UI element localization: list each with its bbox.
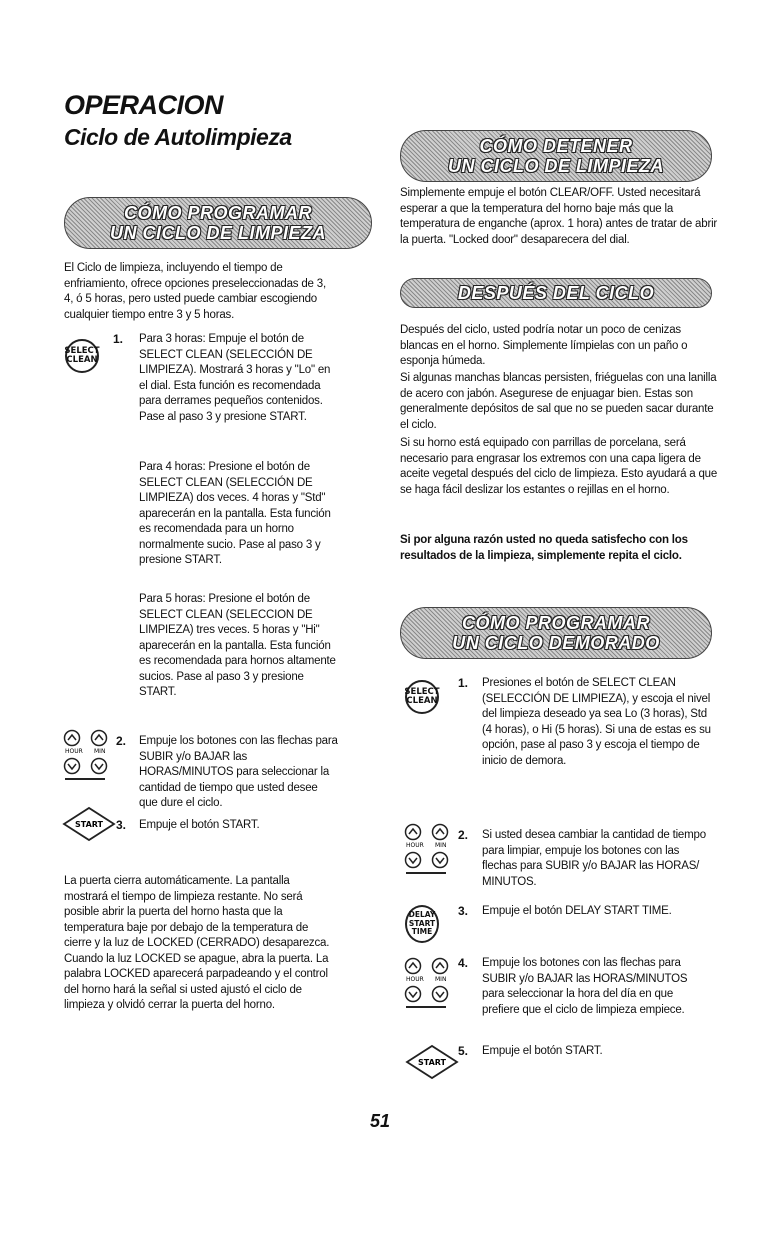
- select-clean-icon: SELECT CLEAN: [65, 339, 99, 373]
- start-icon: [62, 806, 116, 842]
- svg-text:MIN: MIN: [435, 976, 447, 983]
- delay-step4: Empuje los botones con las flechas para SUBIR y/o BAJAR las HORAS/MINUTOS para seleccionar la hora del día en que prefiere que el ciclo de limpieza empiece.: [482, 957, 688, 1016]
- stop-text: Simplemente empuje el botón CLEAR/OFF. Usted necesitará esperar a que la temperatura del horno baje más que la temperatura de enganche (aprox. 1 hora) antes de tratar de abrir la puerta. "Locked door" desaparecera del dial.: [400, 187, 718, 246]
- select-clean-icon: SELECT CLEAN: [405, 680, 439, 714]
- start-icon: [405, 1044, 459, 1080]
- hour-min-arrows-icon: [63, 728, 111, 786]
- svg-text:HOUR: HOUR: [406, 842, 424, 849]
- intro-text: El Ciclo de limpieza, incluyendo el tiempo de enfriamiento, ofrece opciones preseleccionadas de 3, 4, ó 5 horas, pero usted puede cambiar escogiendo cualquier tiempo entre 3 y 5 horas.: [64, 262, 326, 321]
- banner-stop-clean: CÓMO DETENER UN CICLO DE LIMPIEZA: [400, 130, 712, 182]
- svg-text:HOUR: HOUR: [65, 748, 83, 755]
- delay-step2: Si usted desea cambiar la cantidad de tiempo para limpiar, empuje los botones con las flechas para SUBIR y/o BAJAR las HORAS/ MINUTOS.: [482, 829, 706, 888]
- svg-text:MIN: MIN: [435, 842, 447, 849]
- banner-program-delay: CÓMO PROGRAMAR UN CICLO DEMORADO: [400, 607, 712, 659]
- page-subtitle: Ciclo de Autolimpieza: [64, 124, 292, 150]
- delay-step3: Empuje el botón DELAY START TIME.: [482, 905, 672, 917]
- svg-text:START: START: [417, 1058, 447, 1067]
- step2-text: Empuje los botones con las flechas para SUBIR y/o BAJAR las HORAS/MINUTOS para seleccionar la cantidad de tiempo que usted desee que dure el ciclo.: [139, 735, 338, 809]
- page-number: 51: [370, 1111, 391, 1131]
- step1-4hours: Para 4 horas: Presione el botón de SELECT CLEAN (SELECCIÓN DE LIMPIEZA) dos veces. 4 horas y "Std" aparecerán en la pantalla. Esta función es recomendada para un horno normalmente sucio. Pase al paso 3 y presione START.: [139, 461, 331, 566]
- banner-after-cycle: DESPUÉS DEL CICLO: [400, 278, 712, 308]
- step1-5hours: Para 5 horas: Presione el botón de SELECT CLEAN (SELECCION DE LIMPIEZA) tres veces. 5 horas y "Hi" aparecerán en la pantalla. Esta función es recomendada para hornos altamente sucios. Pase al paso 3 y presione START.: [139, 593, 336, 698]
- after-text-4: Si por alguna razón usted no queda satisfecho con los resultados de la limpieza, simplemente repita el ciclo.: [400, 534, 688, 562]
- delay-step5: Empuje el botón START.: [482, 1045, 603, 1057]
- svg-text:MIN: MIN: [94, 748, 106, 755]
- after-text-1: Después del ciclo, usted podría notar un poco de cenizas blancas en el horno. Simplemente límpielas con un paño o esponja húmeda.: [400, 324, 688, 367]
- page-title: OPERACION: [64, 90, 224, 120]
- after-text-3: Si su horno está equipado con parrillas de porcelana, será necesario para engrasar los extremos con una capa ligera de aceite vegetal después del ciclo de limpieza. Esto ayudará a que se haga fácil deslizar los estantes o rejillas en el horno.: [400, 437, 718, 496]
- step3-text: Empuje el botón START.: [139, 819, 260, 831]
- after-text-2: Si algunas manchas blancas persisten, friéguelas con una lanilla de acero con jabón. Asegurese de enjuagar bien. Estas son generalmente depósitos de sal que no se pueden sacar durante el ciclo.: [400, 372, 717, 431]
- outro-text: La puerta cierra automáticamente. La pantalla mostrará el tiempo de limpieza restante. No será posible abrir la puerta del horno hasta que la temperatura baje por debajo de la temperatura de cierre y la luz de LOCKED (CERRADO) desaparezca. Cuando la luz LOCKED se apague, abra la puerta. La palabra LOCKED aparecerá parpadeando y el control del horno hará la señal si usted ajustó el ciclo de limpieza y olvidó cerrar la puerta del horno.: [64, 875, 330, 1011]
- step1-3hours: Para 3 horas: Empuje el botón de SELECT CLEAN (SELECCIÓN DE LIMPIEZA). Mostrará 3 horas y "Lo" en el dial. Esta función es recomendada para derrames pequeños contenidos. Pase al paso 3 y presione START.: [139, 333, 331, 423]
- hour-min-arrows-icon: [404, 822, 452, 880]
- svg-text:HOUR: HOUR: [406, 976, 424, 983]
- banner-program-clean: CÓMO PROGRAMAR UN CICLO DE LIMPIEZA: [64, 197, 372, 249]
- hour-min-arrows-icon: [404, 956, 452, 1014]
- delay-start-time-icon: DELAY START TIME: [405, 905, 439, 943]
- delay-step1: Presiones el botón de SELECT CLEAN (SELECCIÓN DE LIMPIEZA), y escoja el nivel del limpieza deseado ya sea Lo (3 horas), Std (4 horas), o Hi (5 horas). Si una de estas es su opción, pase al paso 3 y escoja el tiempo de inicio de demora.: [482, 677, 711, 767]
- svg-text:START: START: [74, 820, 104, 829]
